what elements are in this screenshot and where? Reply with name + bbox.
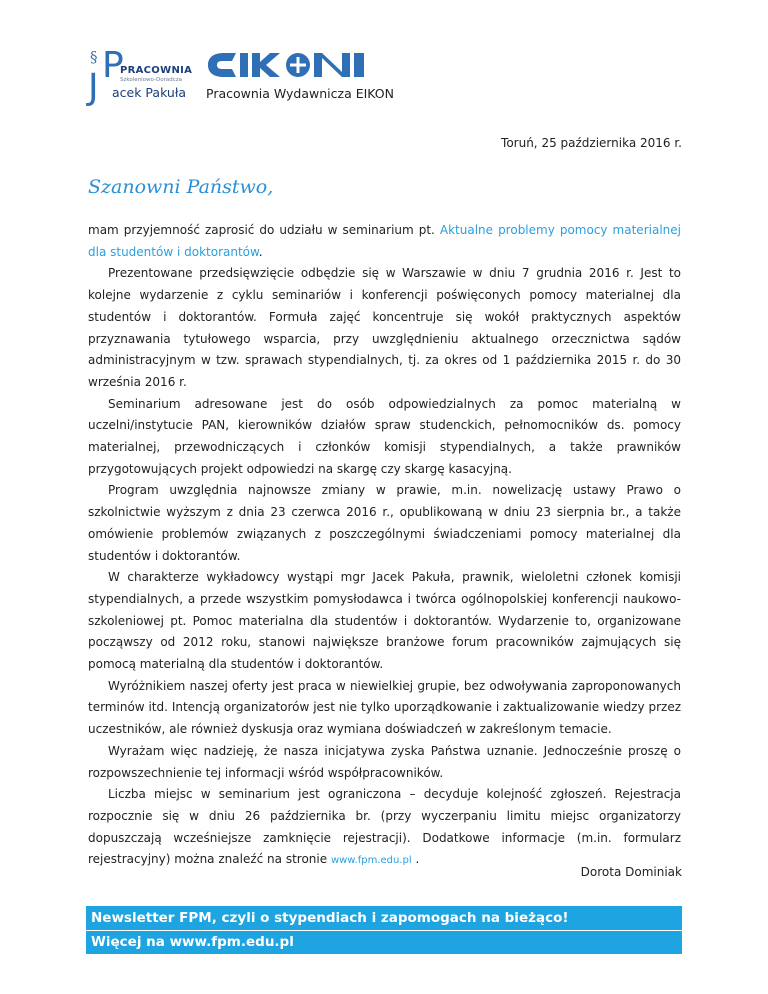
p1-end: . (258, 244, 263, 259)
website-link[interactable]: www.fpm.edu.pl (330, 855, 412, 867)
newsletter-banner[interactable] (86, 906, 682, 954)
letter-body (88, 220, 681, 872)
seminar-title: Aktualne problemy pomocy materialnej dla studentów i doktorantów (88, 223, 681, 259)
p1-text: mam przyjemność zaprosić do udziału w seminarium pt. (88, 223, 435, 237)
logo-letter-j: J (88, 67, 99, 108)
p8-text: Liczba miejsc w seminarium jest ograniczona – decyduje kolejność zgłoszeń. Rejestracja rozpocznie się w dniu 26 października br. (przy wyczerpaniu limitu miejsc organizatorzy dopuszczają wcześniejsze zamknięcie rejestracji). Dodatkowe informacje (m.in. formularz rejestracyjny) można znaleźć na stronie (88, 787, 681, 867)
pjp-logo (88, 46, 198, 106)
eikon-logo-icon (206, 52, 366, 78)
logo-subtitle: Szkoleniowo-Doradcza (120, 77, 182, 83)
logo-name: acek Pakuła (112, 85, 187, 100)
logo-title: PRACOWNIA (120, 65, 193, 76)
paragraph-5: W charakterze wykładowcy wystąpi mgr Jacek Pakuła, prawnik, wieloletni członek komisji stypendialnych, a przede wszystkim pomysłodawca i twórca ogólnopolskiej konferencji naukowo-szkoleniowej pt. Pomoc materialna dla studentów i doktorantów. Wydarzenie to, organizowane począwszy od 2012 roku, stanowi największe branżowe forum pracowników zajmujących się pomocą materialną dla studentów i doktorantów. (88, 570, 681, 672)
banner-line-1[interactable]: Newsletter FPM, czyli o stypendiach i zapomogach na bieżąco! (91, 910, 569, 926)
paragraph-8 (88, 784, 681, 872)
paragraph-3: Seminarium adresowane jest do osób odpowiedzialnych za pomoc materialną w uczelni/instytucie PAN, kierowników działów spraw studenckich, pełnomocników ds. pomocy materialnej, przewodniczących i członków komisji stypendialnych, a także prawników przygotowujących projekt odpowiedzi na skargę czy skargę kasacyjną. (88, 396, 681, 476)
signature: Dorota Dominiak (580, 865, 682, 879)
logo-letter-p: P (102, 45, 124, 86)
p8-end: . (411, 852, 420, 867)
paragraph-6: Wyróżnikiem naszej oferty jest praca w niewielkiej grupie, bez odwoływania zaproponowanych terminów itd. Intencją organizatorów jest nie tylko uporządkowanie i zaktualizowanie wiedzy przez uczestników, ale również dyskusja oraz wymiana doświadczeń w zakreślonym temacie. (88, 678, 681, 737)
paragraph-4: Program uwzględnia najnowsze zmiany w prawie, m.in. nowelizację ustawy Prawo o szkolnictwie wyższym z dnia 23 czerwca 2016 r., opublikowaną w dniu 23 sierpnia br., a także omówienie problemów związanych z poszczególnymi świadczeniami pomocy materialnej dla studentów i doktorantów. (88, 483, 681, 563)
banner-line-2[interactable]: Więcej na www.fpm.edu.pl (91, 934, 294, 950)
letter-date: Toruń, 25 października 2016 r. (501, 136, 682, 150)
salutation: Szanowni Państwo, (88, 176, 274, 198)
header-logos (88, 46, 488, 106)
paragraph-symbol: § (90, 48, 98, 66)
paragraph-7: Wyrażam więc nadzieję, że nasza inicjatywa zyska Państwa uznanie. Jednocześnie proszę o rozpowszechnienie tej informacji wśród współpracowników. (88, 743, 681, 780)
paragraph-1 (88, 220, 681, 263)
banner-divider (86, 930, 682, 931)
eikon-label: Pracownia Wydawnicza EIKON (206, 86, 394, 101)
paragraph-2: Prezentowane przedsięwzięcie odbędzie się w Warszawie w dniu 7 grudnia 2016 r. Jest to kolejne wydarzenie z cyklu seminariów i konferencji poświęconych pomocy materialnej dla studentów i doktorantów. Formuła zajęć koncentruje się wokół praktycznych aspektów przyznawania tytułowego wsparcia, przy uwzględnieniu aktualnego orzecznictwa sądów administracyjnym w tzw. sprawach stypendialnych, tj. za okres od 1 października 2015 r. do 30 września 2016 r. (88, 266, 681, 389)
